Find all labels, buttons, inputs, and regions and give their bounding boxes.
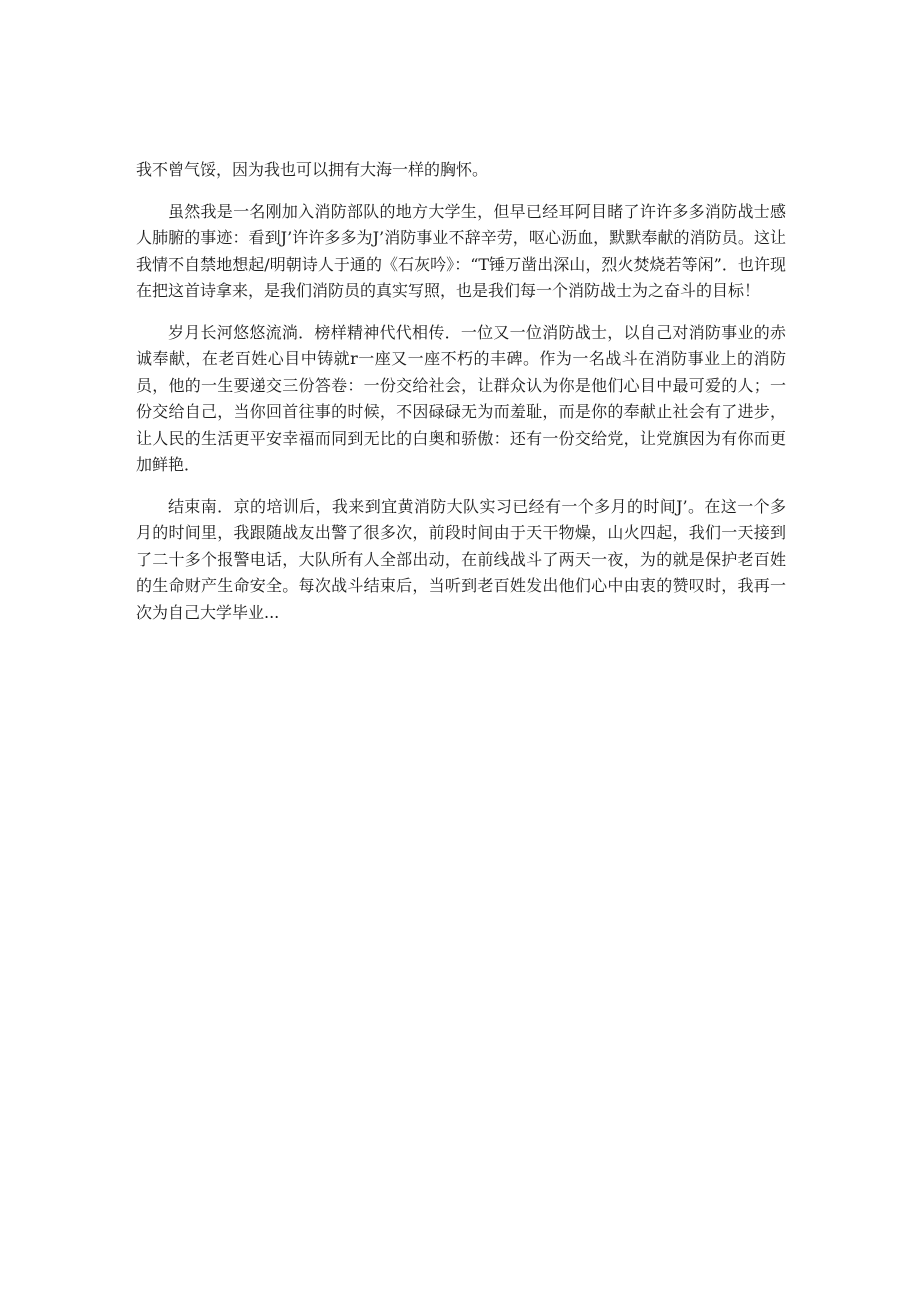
document-body	[136, 157, 786, 641]
paragraph-4: 结束南．京的培训后，我来到宜黄消防大队实习已经有一个多月的时间J’。在这一个多月的时间里，我跟随战友出警了很多次，前段时间由于天干物燥，山火四起，我们一天接到了二十多个报警电话，大队所有人全部出动，在前线战斗了两天一夜，为的就是保护老百姓的生命财产生命安全。每次战斗结束后，当听到老百姓发出他们心中由衷的赞叹时，我再一次为自己大学毕业...	[136, 496, 786, 622]
paragraph-3: 岁月长河悠悠流淌．榜样精神代代相传．一位又一位消防战士，以自己对消防事业的赤诚奉献，在老百姓心目中铸就r一座又一座不朽的丰碑。作为一名战斗在消防事业上的消防员，他的一生要递交三份答卷：一份交给社会，让群众认为你是他们心目中最可爱的人；一份交给自己，当你回首往事的时候，不因碌碌无为而羞耻，而是你的奉献止社会有了进步，让人民的生活更平安幸福而同到无比的白奥和骄傲：还有一份交给党，让党旗因为有你而更加鲜艳．	[136, 322, 786, 474]
paragraph-1: 我不曾气馁，因为我也可以拥有大海一样的胸怀。	[136, 160, 489, 179]
paragraph-2: 虽然我是一名刚加入消防部队的地方大学生，但早已经耳阿目睹了许许多多消防战士感人肺腑的事迹：看到J’许许多多为J’消防事业不辞辛劳，呕心沥血，默默奉献的消防员。这让我情不自禁地想起/明朝诗人于通的《石灰吟》：“T锤万凿出深山，烈火焚烧若等闲”．也许现在把这首诗拿来，是我们消防员的真实写照，也是我们每一个消防战士为之奋斗的目标！	[136, 201, 786, 300]
